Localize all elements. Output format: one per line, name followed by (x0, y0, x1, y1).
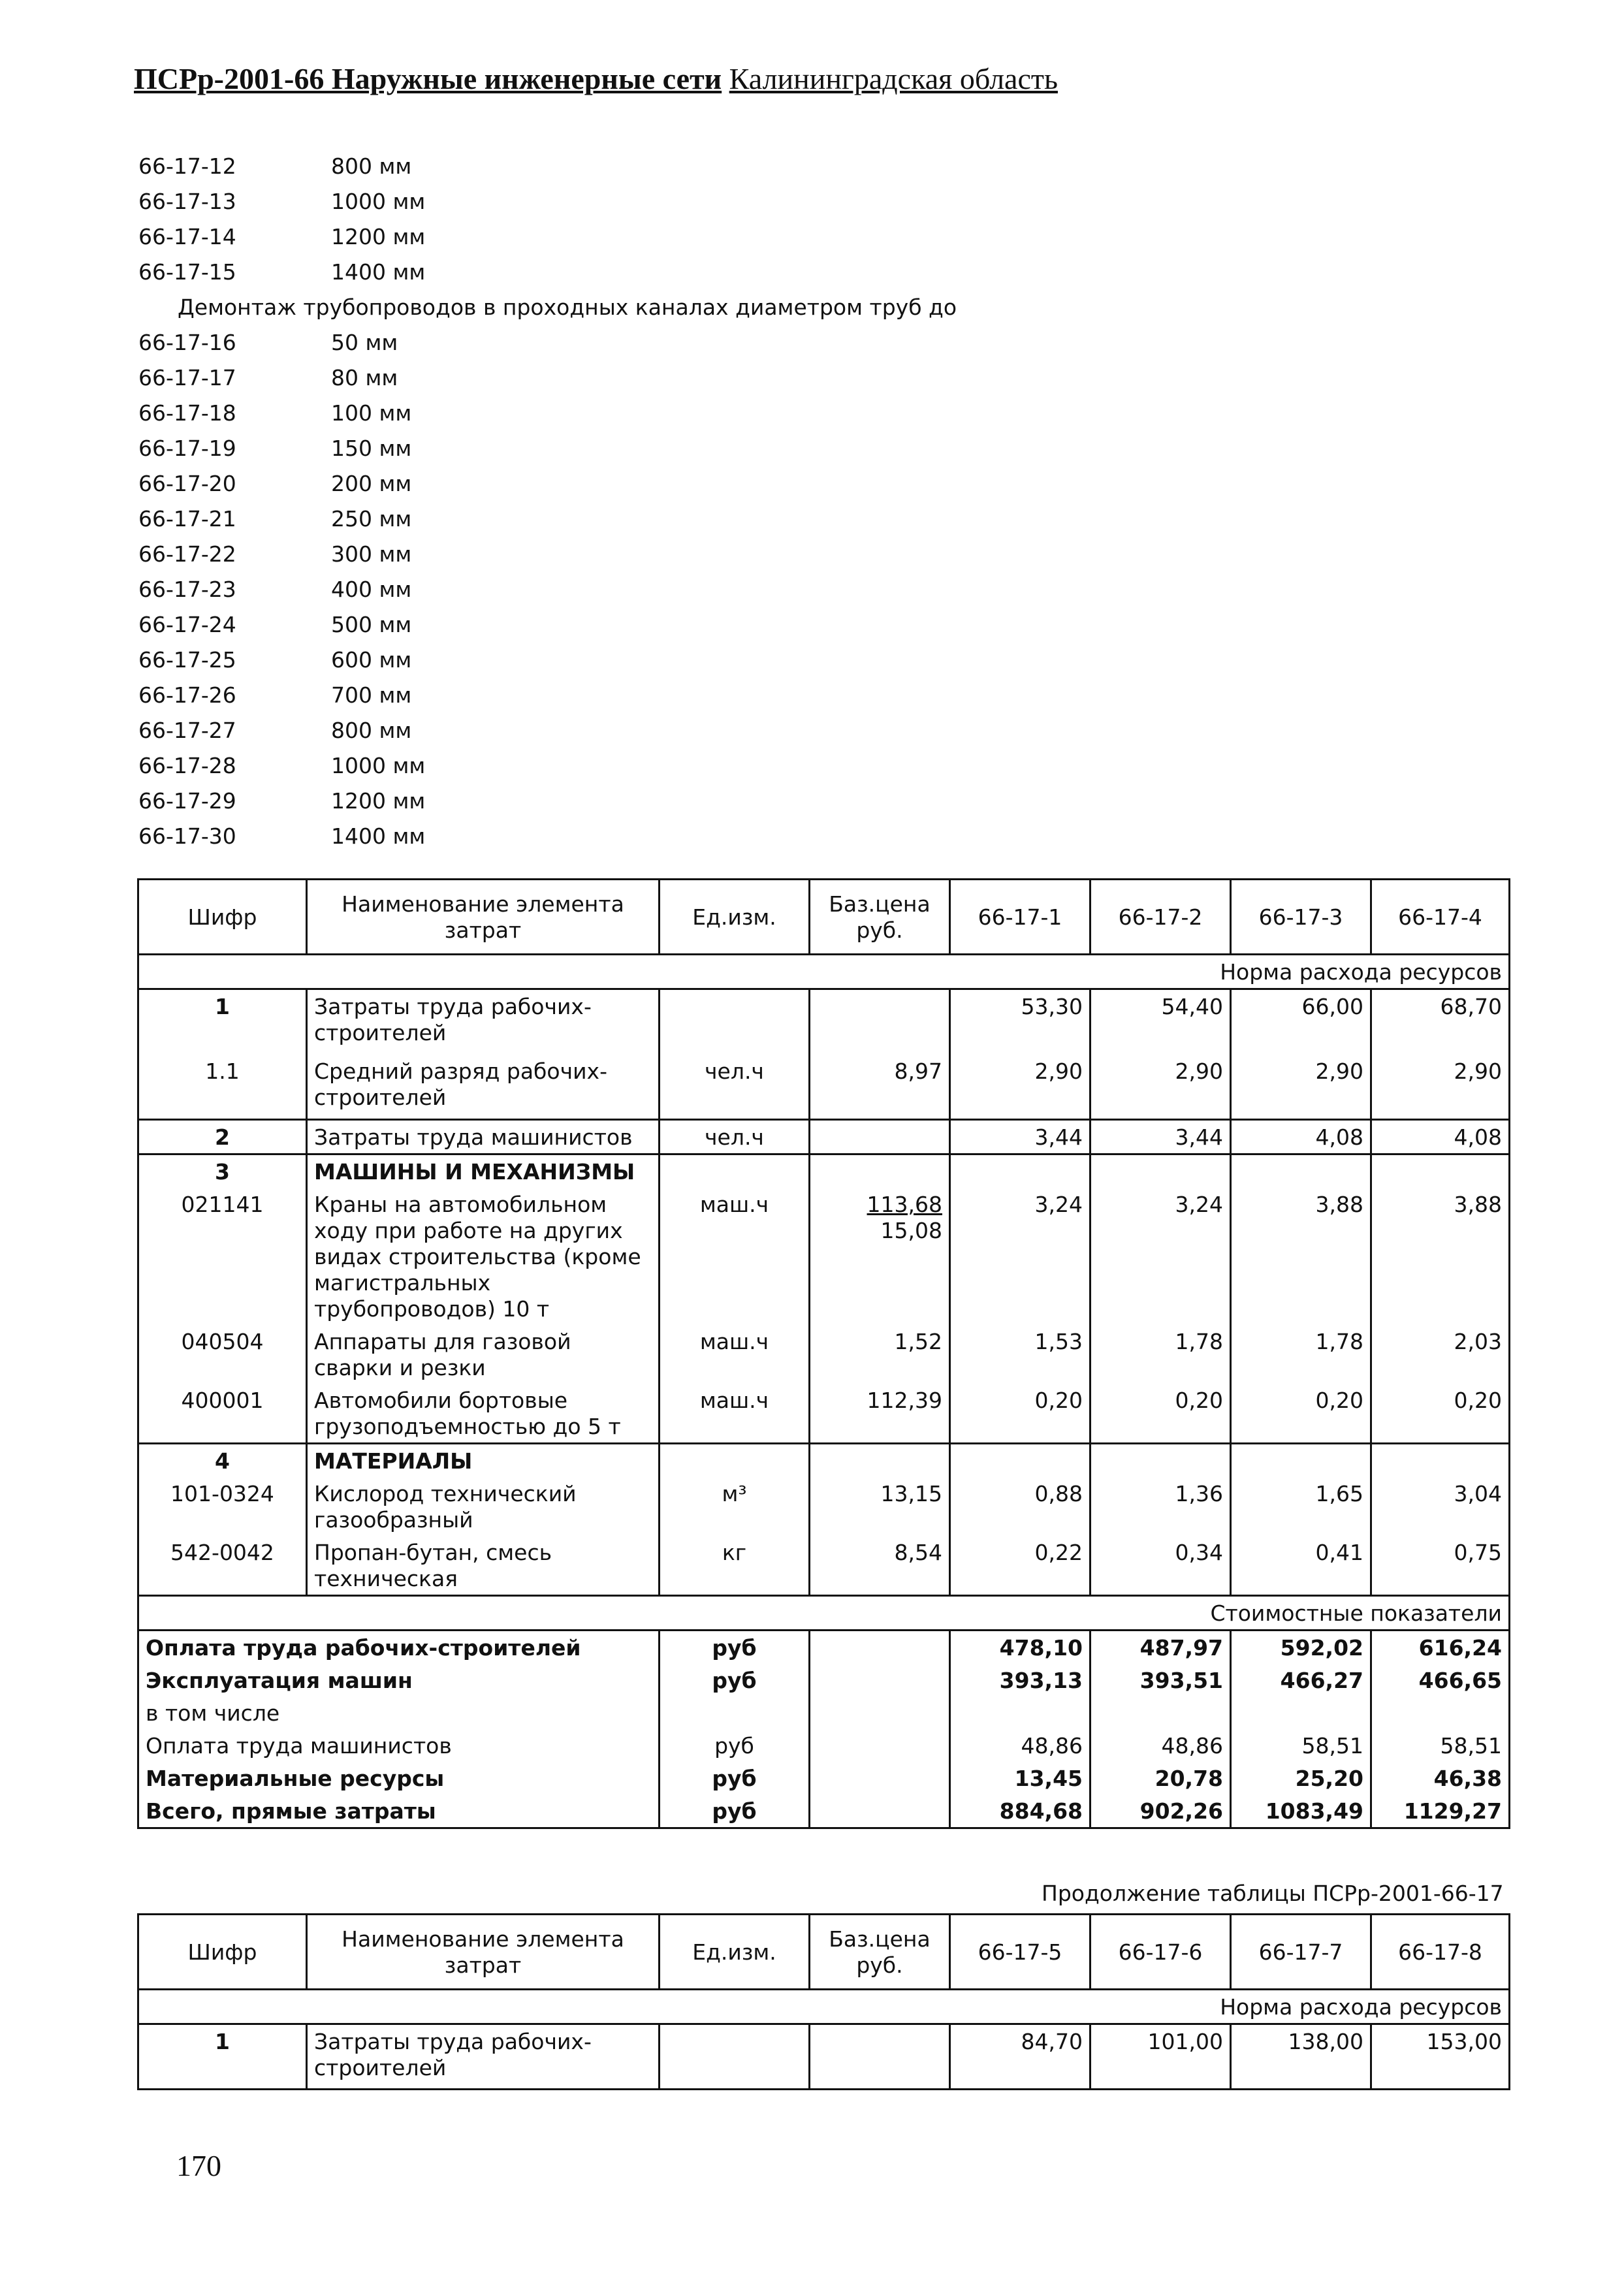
row-value: 2,90 (950, 1055, 1091, 1120)
col-header-unit: Ед.изм. (660, 880, 810, 955)
code: 66-17-28 (138, 753, 236, 778)
code: 66-17-29 (138, 788, 236, 814)
empty-cell (810, 1762, 950, 1794)
resource-table-continuation (137, 1913, 1510, 2090)
empty-cell (810, 1794, 950, 1828)
code-row (138, 537, 957, 572)
row-value: 2,90 (1371, 1055, 1510, 1120)
table-row (138, 989, 1510, 1055)
row-price (810, 989, 950, 1055)
row-code: 542-0042 (138, 1536, 307, 1596)
cost-value: 48,86 (1091, 1729, 1231, 1762)
cost-value: 25,20 (1231, 1762, 1371, 1794)
code: 66-17-14 (138, 224, 236, 249)
norm-label: Норма расхода ресурсов (138, 1990, 1510, 2024)
code-row (138, 819, 957, 854)
code: 66-17-30 (138, 823, 236, 849)
cost-value: 48,86 (950, 1729, 1091, 1762)
code-row (138, 607, 957, 643)
col-header-name: Наименование элемента затрат (307, 880, 660, 955)
code: 66-17-22 (138, 541, 236, 567)
col-header-c2: 66-17-2 (1091, 880, 1231, 955)
row-value: 153,00 (1371, 2024, 1510, 2090)
row-unit: чел.ч (660, 1055, 810, 1120)
col-header-c4: 66-17-4 (1371, 880, 1510, 955)
code-desc: 1400 мм (331, 259, 426, 285)
row-unit: маш.ч (660, 1384, 810, 1444)
code: 66-17-20 (138, 471, 236, 496)
cost-value: 393,51 (1091, 1664, 1231, 1696)
row-value: 53,30 (950, 989, 1091, 1055)
cost-value (1231, 1696, 1371, 1729)
code-desc: 50 мм (331, 330, 398, 355)
row-price: 8,54 (810, 1536, 950, 1596)
code: 66-17-25 (138, 647, 236, 673)
cost-name: Оплата труда машинистов (138, 1729, 660, 1762)
col-header-price: Баз.цена руб. (810, 880, 950, 955)
empty-cell (660, 1444, 810, 1478)
row-name: Средний разряд рабочих-строителей (307, 1055, 660, 1120)
cost-value (1371, 1696, 1510, 1729)
cost-unit: руб (660, 1729, 810, 1762)
code-row (138, 748, 957, 784)
cost-value: 487,97 (1091, 1631, 1231, 1664)
cost-value (1091, 1696, 1231, 1729)
row-value: 0,20 (950, 1384, 1091, 1444)
row-value: 0,20 (1091, 1384, 1231, 1444)
section-row-materials (138, 1444, 1510, 1478)
row-value: 54,40 (1091, 989, 1231, 1055)
col-header-name: Наименование элемента затрат (307, 1915, 660, 1990)
row-value: 2,03 (1371, 1325, 1510, 1384)
cost-name: Всего, прямые затраты (138, 1794, 660, 1828)
code-row (138, 255, 957, 290)
empty-cell (810, 1631, 950, 1664)
section-row-machines (138, 1154, 1510, 1188)
row-value: 84,70 (950, 2024, 1091, 2090)
table-row (138, 1477, 1510, 1536)
col-header-price: Баз.цена руб. (810, 1915, 950, 1990)
col-header-c2: 66-17-6 (1091, 1915, 1231, 1990)
row-value: 101,00 (1091, 2024, 1231, 2090)
cost-row (138, 1762, 1510, 1794)
row-unit: чел.ч (660, 1120, 810, 1154)
table-row (138, 1120, 1510, 1154)
code-row (138, 184, 957, 219)
code-row (138, 219, 957, 255)
cost-label-row (138, 1596, 1510, 1631)
continuation-label: Продолжение таблицы ПСРр-2001-66-17 (1042, 1881, 1504, 1906)
row-value: 0,20 (1371, 1384, 1510, 1444)
code: 66-17-19 (138, 436, 236, 461)
row-unit: м³ (660, 1477, 810, 1536)
row-name: Кислород технический газообразный (307, 1477, 660, 1536)
col-header-c3: 66-17-7 (1231, 1915, 1371, 1990)
norm-label-row (138, 955, 1510, 989)
row-value: 3,88 (1231, 1188, 1371, 1325)
empty-cell (810, 1729, 950, 1762)
empty-cell (1371, 1154, 1510, 1188)
row-name: Краны на автомобильном ходу при работе на других видах строительства (кроме магистральных трубопроводов) 10 т (307, 1188, 660, 1325)
code-desc: 80 мм (331, 365, 398, 390)
row-price: 1,52 (810, 1325, 950, 1384)
code-desc: 1000 мм (331, 753, 426, 778)
norm-label: Норма расхода ресурсов (138, 955, 1510, 989)
code-row (138, 360, 957, 396)
row-code: 101-0324 (138, 1477, 307, 1536)
cost-row (138, 1729, 1510, 1762)
cost-value: 1083,49 (1231, 1794, 1371, 1828)
code-desc: 1200 мм (331, 788, 426, 814)
row-value: 3,44 (1091, 1120, 1231, 1154)
code-row (138, 325, 957, 360)
row-name: Аппараты для газовой сварки и резки (307, 1325, 660, 1384)
row-value: 0,22 (950, 1536, 1091, 1596)
row-value: 0,88 (950, 1477, 1091, 1536)
code-desc: 250 мм (331, 506, 412, 532)
cost-name: в том числе (138, 1696, 660, 1729)
col-header-c4: 66-17-8 (1371, 1915, 1510, 1990)
row-value: 4,08 (1231, 1120, 1371, 1154)
row-value: 1,78 (1231, 1325, 1371, 1384)
row-value: 3,24 (1091, 1188, 1231, 1325)
col-header-code: Шифр (138, 1915, 307, 1990)
row-unit (660, 989, 810, 1055)
code: 66-17-16 (138, 330, 236, 355)
cost-value: 592,02 (1231, 1631, 1371, 1664)
code-desc: 500 мм (331, 612, 412, 637)
cost-value: 884,68 (950, 1794, 1091, 1828)
empty-cell (810, 1664, 950, 1696)
table-header-row (138, 1915, 1510, 1990)
price-value: 113,68 (867, 1192, 942, 1217)
row-value: 1,78 (1091, 1325, 1231, 1384)
row-code: 1 (138, 989, 307, 1055)
row-name: Пропан-бутан, смесь техническая (307, 1536, 660, 1596)
code-desc: 800 мм (331, 153, 412, 179)
cost-unit: руб (660, 1631, 810, 1664)
cost-value: 13,45 (950, 1762, 1091, 1794)
row-value: 1,65 (1231, 1477, 1371, 1536)
code-list-heading: Демонтаж трубопроводов в проходных каналах диаметром труб до (178, 294, 957, 320)
code-desc: 150 мм (331, 436, 412, 461)
empty-cell (810, 1154, 950, 1188)
row-code: 040504 (138, 1325, 307, 1384)
row-value: 3,04 (1371, 1477, 1510, 1536)
cost-value: 20,78 (1091, 1762, 1231, 1794)
cost-value: 478,10 (950, 1631, 1091, 1664)
code-row (138, 643, 957, 678)
col-header-c1: 66-17-5 (950, 1915, 1091, 1990)
row-name: Затраты труда рабочих-строителей (307, 2024, 660, 2090)
code: 66-17-17 (138, 365, 236, 390)
code-row (138, 396, 957, 431)
row-value: 0,41 (1231, 1536, 1371, 1596)
code-row (138, 501, 957, 537)
empty-cell (1231, 1154, 1371, 1188)
row-price (810, 1188, 950, 1325)
col-header-unit: Ед.изм. (660, 1915, 810, 1990)
code-row (138, 678, 957, 713)
row-value: 138,00 (1231, 2024, 1371, 2090)
cost-unit: руб (660, 1794, 810, 1828)
row-value: 68,70 (1371, 989, 1510, 1055)
code-desc: 700 мм (331, 682, 412, 708)
code: 66-17-26 (138, 682, 236, 708)
section-code: 3 (138, 1154, 307, 1188)
empty-cell (1091, 1444, 1231, 1478)
row-name: Автомобили бортовые грузоподъемностью до 5 т (307, 1384, 660, 1444)
code: 66-17-27 (138, 718, 236, 743)
code-desc: 100 мм (331, 400, 412, 426)
row-value: 4,08 (1371, 1120, 1510, 1154)
row-unit: маш.ч (660, 1325, 810, 1384)
table-row (138, 1384, 1510, 1444)
code-desc: 600 мм (331, 647, 412, 673)
cost-value (950, 1696, 1091, 1729)
table-row (138, 1055, 1510, 1120)
row-name: Затраты труда рабочих-строителей (307, 989, 660, 1055)
empty-cell (950, 1154, 1091, 1188)
row-value: 3,24 (950, 1188, 1091, 1325)
row-price (810, 2024, 950, 2090)
code-desc: 1400 мм (331, 823, 426, 849)
row-unit: кг (660, 1536, 810, 1596)
code-desc: 800 мм (331, 718, 412, 743)
table-row (138, 2024, 1510, 2090)
row-value: 0,34 (1091, 1536, 1231, 1596)
header-code-title: ПСРр-2001-66 Наружные инженерные сети (134, 62, 722, 95)
row-value: 2,90 (1091, 1055, 1231, 1120)
code-desc: 400 мм (331, 577, 412, 602)
section-title: МАТЕРИАЛЫ (307, 1444, 660, 1478)
row-value: 3,88 (1371, 1188, 1510, 1325)
code: 66-17-15 (138, 259, 236, 285)
table-row (138, 1188, 1510, 1325)
row-price: 13,15 (810, 1477, 950, 1536)
cost-unit (660, 1696, 810, 1729)
cost-name: Оплата труда рабочих-строителей (138, 1631, 660, 1664)
code: 66-17-21 (138, 506, 236, 532)
empty-cell (1091, 1154, 1231, 1188)
row-code: 1 (138, 2024, 307, 2090)
row-value: 0,20 (1231, 1384, 1371, 1444)
code: 66-17-24 (138, 612, 236, 637)
col-header-c1: 66-17-1 (950, 880, 1091, 955)
table-row (138, 1325, 1510, 1384)
cost-value: 58,51 (1371, 1729, 1510, 1762)
cost-row (138, 1696, 1510, 1729)
section-code: 4 (138, 1444, 307, 1478)
cost-row (138, 1631, 1510, 1664)
empty-cell (1231, 1444, 1371, 1478)
table-header-row (138, 880, 1510, 955)
col-header-code: Шифр (138, 880, 307, 955)
empty-cell (810, 1696, 950, 1729)
section-title: МАШИНЫ И МЕХАНИЗМЫ (307, 1154, 660, 1188)
cost-value: 58,51 (1231, 1729, 1371, 1762)
empty-cell (950, 1444, 1091, 1478)
table-row (138, 1536, 1510, 1596)
empty-cell (810, 1444, 950, 1478)
code-row (138, 713, 957, 748)
code-list (138, 149, 957, 854)
code: 66-17-13 (138, 189, 236, 214)
row-code: 2 (138, 1120, 307, 1154)
code: 66-17-12 (138, 153, 236, 179)
cost-value: 393,13 (950, 1664, 1091, 1696)
empty-cell (660, 1154, 810, 1188)
row-code: 400001 (138, 1384, 307, 1444)
cost-value: 902,26 (1091, 1794, 1231, 1828)
page-number: 170 (176, 2149, 221, 2182)
code-desc: 200 мм (331, 471, 412, 496)
price-value-secondary: 15,08 (880, 1218, 942, 1243)
row-unit: маш.ч (660, 1188, 810, 1325)
row-price: 112,39 (810, 1384, 950, 1444)
row-value: 1,53 (950, 1325, 1091, 1384)
cost-value: 466,65 (1371, 1664, 1510, 1696)
header-region: Калининградская область (729, 62, 1058, 95)
row-code: 021141 (138, 1188, 307, 1325)
code-desc: 1000 мм (331, 189, 426, 214)
cost-label: Стоимостные показатели (138, 1596, 1510, 1631)
row-value: 1,36 (1091, 1477, 1231, 1536)
code-desc: 300 мм (331, 541, 412, 567)
cost-row (138, 1794, 1510, 1828)
code-row (138, 431, 957, 466)
row-unit (660, 2024, 810, 2090)
code: 66-17-18 (138, 400, 236, 426)
cost-row (138, 1664, 1510, 1696)
cost-unit: руб (660, 1762, 810, 1794)
resource-table (137, 878, 1510, 1829)
row-price (810, 1120, 950, 1154)
cost-value: 46,38 (1371, 1762, 1510, 1794)
code-row (138, 466, 957, 501)
row-value: 0,75 (1371, 1536, 1510, 1596)
row-price: 8,97 (810, 1055, 950, 1120)
empty-cell (1371, 1444, 1510, 1478)
code-desc: 1200 мм (331, 224, 426, 249)
code-row (138, 784, 957, 819)
row-code: 1.1 (138, 1055, 307, 1120)
cost-unit: руб (660, 1664, 810, 1696)
col-header-c3: 66-17-3 (1231, 880, 1371, 955)
code-row (138, 572, 957, 607)
cost-name: Эксплуатация машин (138, 1664, 660, 1696)
cost-name: Материальные ресурсы (138, 1762, 660, 1794)
code-row (138, 149, 957, 184)
norm-label-row (138, 1990, 1510, 2024)
row-value: 2,90 (1231, 1055, 1371, 1120)
row-value: 66,00 (1231, 989, 1371, 1055)
cost-value: 466,27 (1231, 1664, 1371, 1696)
row-name: Затраты труда машинистов (307, 1120, 660, 1154)
cost-value: 616,24 (1371, 1631, 1510, 1664)
cost-value: 1129,27 (1371, 1794, 1510, 1828)
row-value: 3,44 (950, 1120, 1091, 1154)
code: 66-17-23 (138, 577, 236, 602)
page-header (134, 61, 1058, 96)
